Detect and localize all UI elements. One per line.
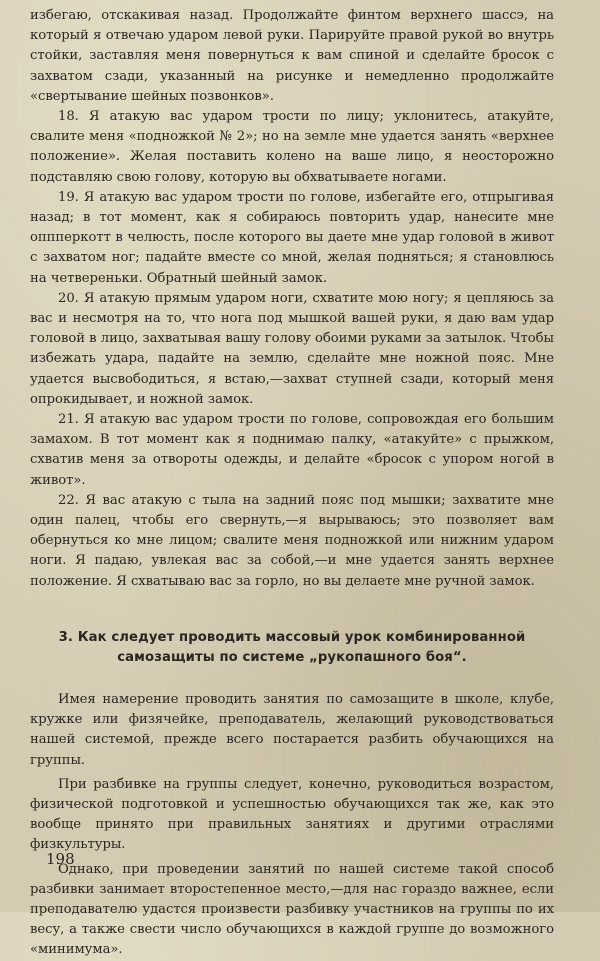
section-title-text: Как следует проводить массовый урок комбинированной самозащиты по системе „рукопашного боя“. [77,629,526,665]
page-content [30,6,554,961]
page-number: 198 [46,850,75,868]
section-heading [30,628,554,668]
section-body [30,690,554,961]
section-paragraph-2: При разбивке на группы следует, конечно, руководиться возрастом, физической подготовкой и успешностью обучающихся так же, как это вообще принято при правильных занятиях и другими отраслями физкультуры. [30,776,554,853]
numbered-item-18: 18. Я атакую вас ударом трости по лицу; уклонитесь, атакуйте, свалите меня «подножкой № 2»; но на земле мне удается занять «верхнее положение». Желая поставить колено на ваше лицо, я неосторожно подставляю свою голову, которую вы обхватываете ногами. [30,109,554,185]
section-number: 3. [58,629,74,645]
numbered-item-22: 22. Я вас атакую с тыла на задний пояс под мышки; захватите мне один палец, чтобы его свернуть,—я вырываюсь; это позволяет вам обернуться ко мне лицом; свалите меня подножкой или нижним ударом ноги. Я падаю, увлекая вас за собой,—и мне удается занять верхнее положение. Я схватываю вас за горло, но вы делаете мне ручной замок. [30,492,554,589]
numbered-item-19: 19. Я атакую вас ударом трости по голове, избегайте его, отпрыгивая назад; в тот момент, как я собираюсь повторить удар, нанесите мне оппперкотт в челюсть, после которого вы даете мне удар головой в живот с захватом ног; падайте вместе со мной, желая подняться; я становлюсь на четвереньки. Обратный шейный замок. [30,189,554,286]
section-paragraph-1: Имея намерение проводить занятия по самозащите в школе, клубе, кружке или физячейке, преподаватель, желающий руководствоваться нашей системой, прежде всего постарается разбить обучающихся на группы. [30,691,554,768]
opening-paragraph: избегаю, отскакивая назад. Продолжайте финтом верхнего шассэ, на который я отвечаю ударом левой руки. Парируйте правой рукой во внутрь стойки, заставляя меня повернуться к вам спиной и сделайте бросок с захватом сзади, указанный на рисунке и немедленно продолжайте «свертывание шейных позвонков». [30,8,554,104]
section-paragraph-3: Однако, при проведении занятий по нашей системе такой способ разбивки занимает второстепенное место,—для нас гораздо важнее, если преподавателю удастся произвести разбивку участников на группы по их весу, а также свести число обучающихся в каждой группе до возможного «минимума». [30,861,554,958]
numbered-item-20: 20. Я атакую прямым ударом ноги, схватите мою ногу; я цепляюсь за вас и несмотря на то, что нога под мышкой вашей руки, я даю вам удар головой в лицо, захватывая вашу голову обоими руками за затылок. Чтобы избежать удара, падайте на землю, сделайте мне ножной пояс. Мне удается высвободиться, я встаю,—захват ступней сзади, который меня опрокидывает, и ножной замок. [30,290,554,407]
numbered-item-21: 21. Я атакую вас ударом трости по голове, сопровождая его большим замахом. В тот момент как я поднимаю палку, «атакуйте» с прыжком, схватив меня за отвороты одежды, и делайте «бросок с упором ногой в живот». [30,412,554,488]
